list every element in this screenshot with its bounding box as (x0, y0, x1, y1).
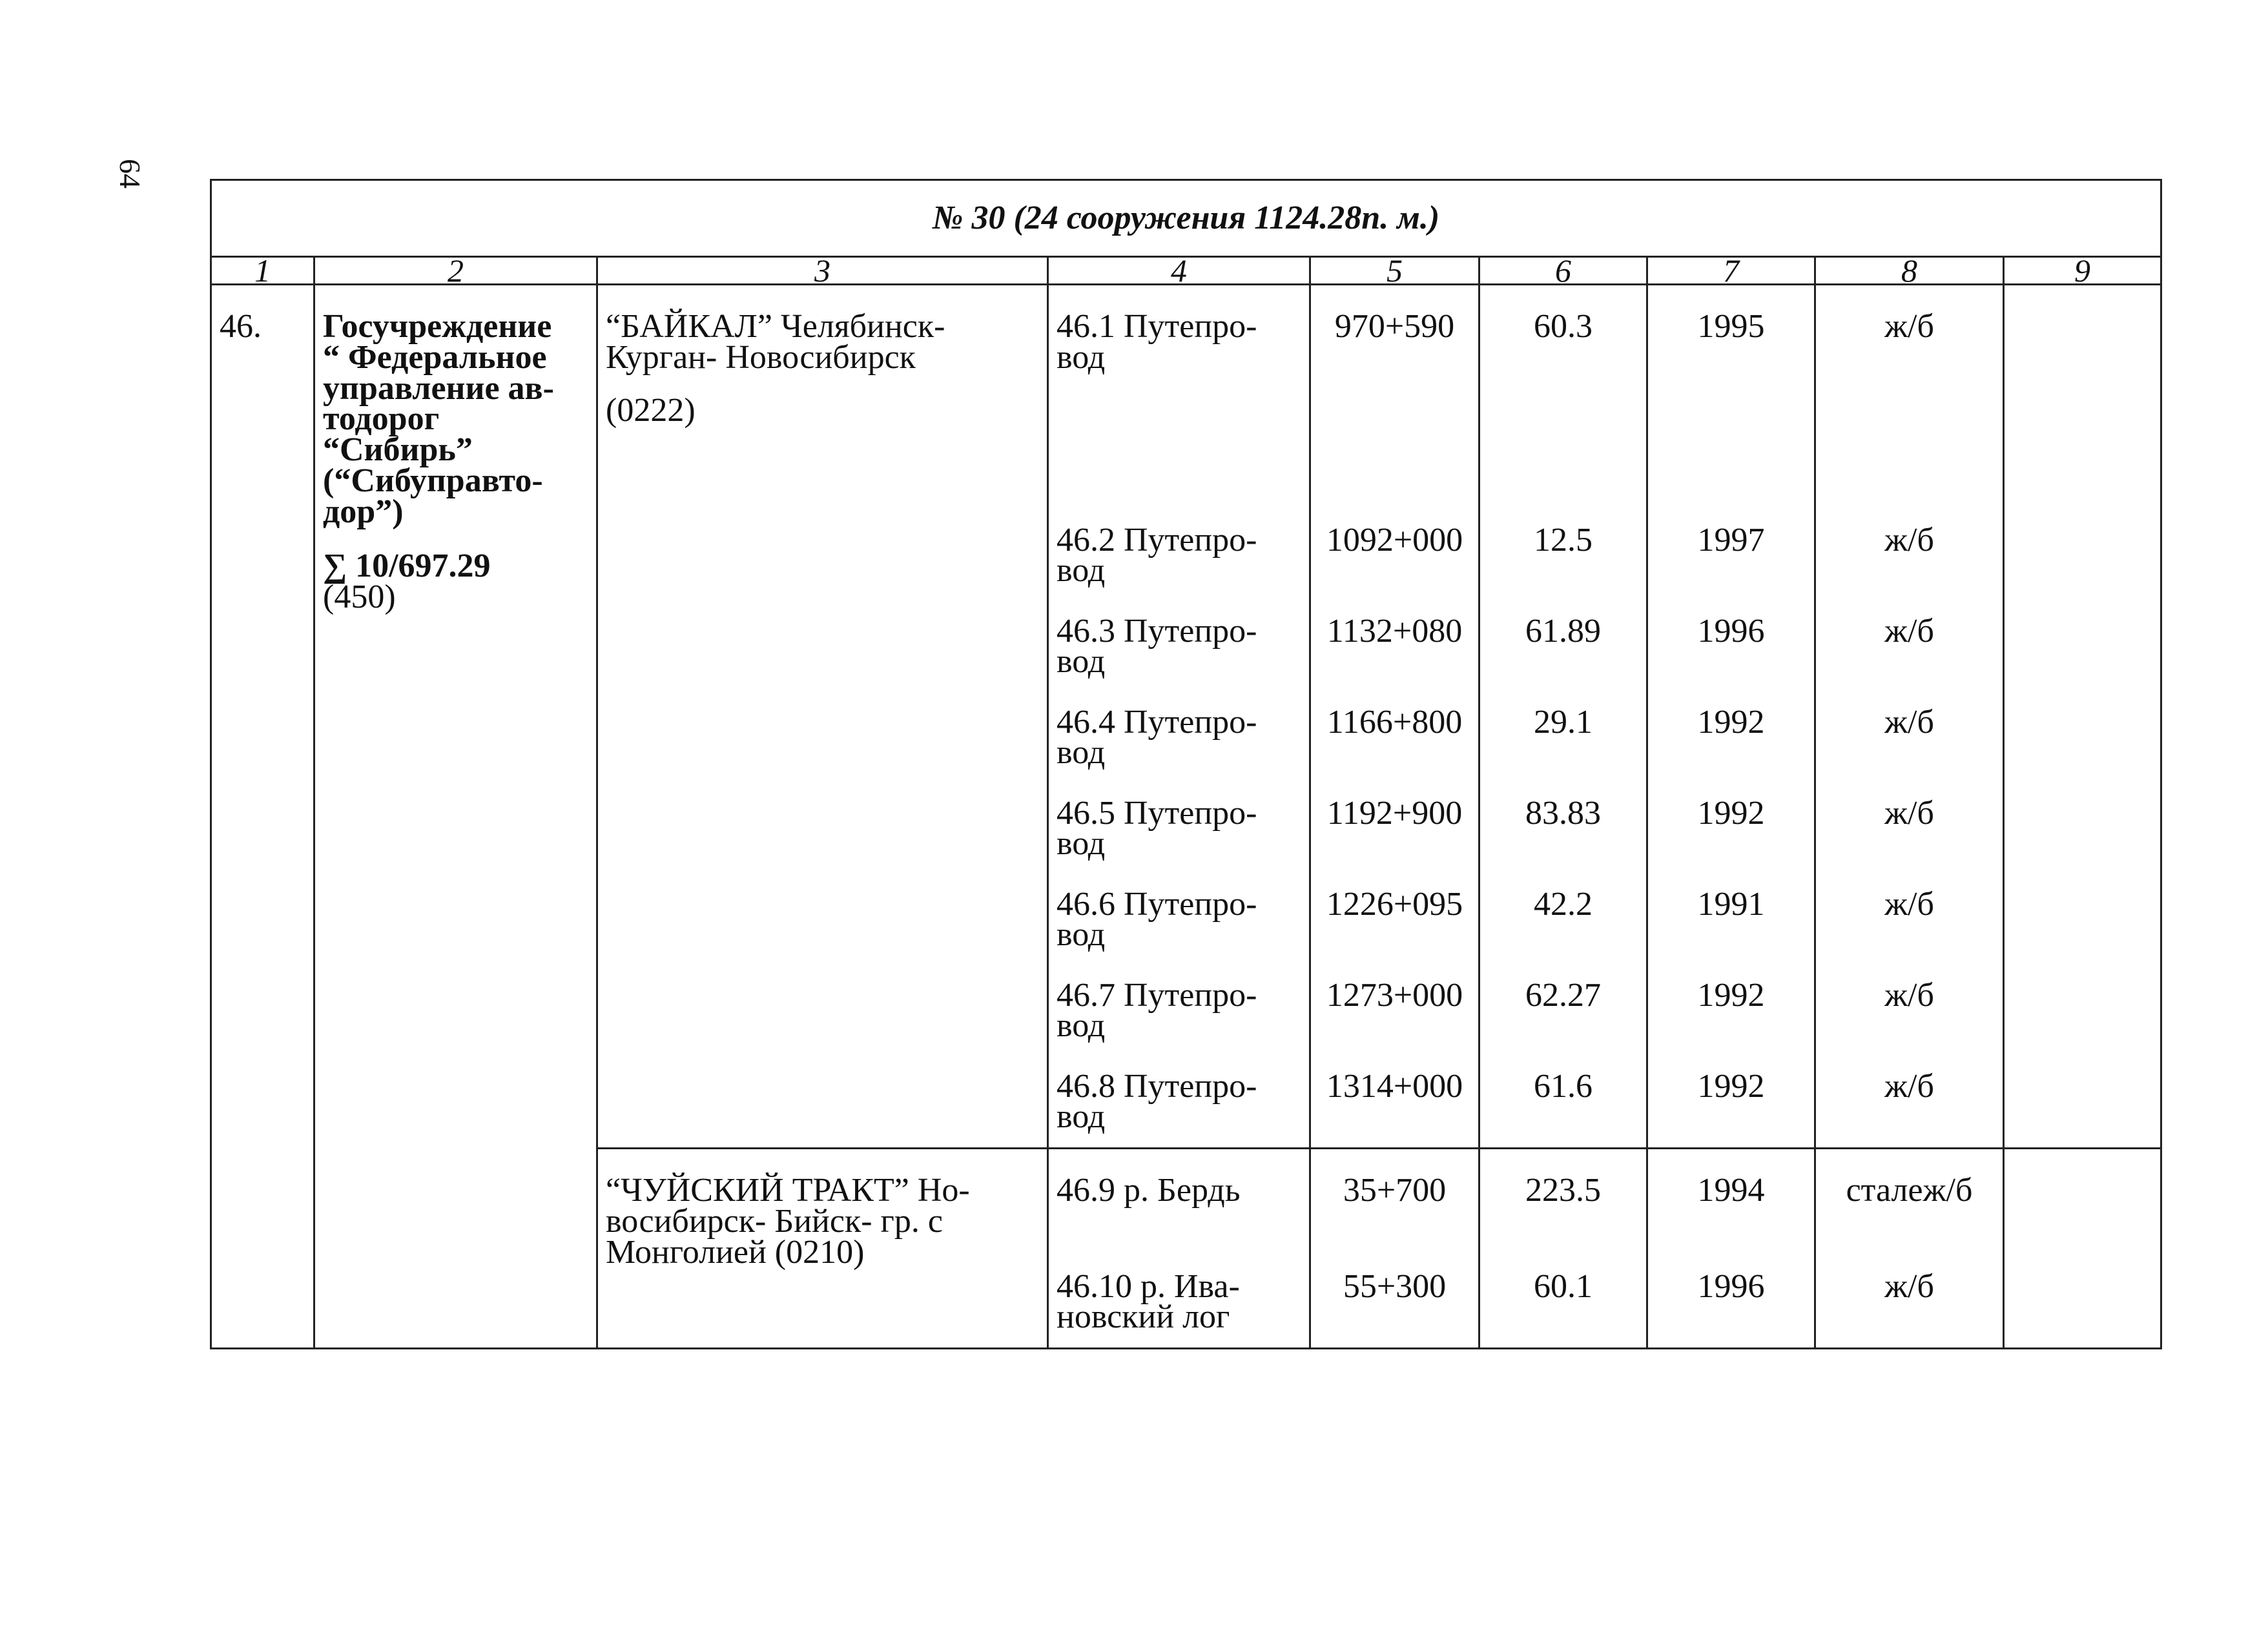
length-cell: 60.1 (1479, 1271, 1647, 1349)
length-cell: 29.1 (1479, 707, 1647, 798)
km-cell: 1226+095 (1310, 889, 1479, 980)
structure-name: 46.1 Путепро- (1057, 308, 1257, 345)
year-cell: 1992 (1647, 1071, 1815, 1149)
road-name-line: “ЧУЙСКИЙ ТРАКТ” Но- (606, 1172, 970, 1209)
empty-cell (2004, 285, 2161, 525)
material-cell: ж/б (1815, 889, 2004, 980)
org-line: (“Сибуправто- (323, 462, 543, 500)
material-cell: ж/б (1815, 1071, 2004, 1149)
structure-name: 46.10 р. Ива- (1057, 1267, 1240, 1305)
col-header: 8 (1815, 257, 2004, 285)
empty-cell (2004, 889, 2161, 980)
structure-name-cell (1048, 285, 1310, 525)
length-cell: 61.6 (1479, 1071, 1647, 1149)
col-header: 4 (1048, 257, 1310, 285)
km-cell: 1092+000 (1310, 525, 1479, 616)
structure-name: 46.5 Путепро- (1057, 794, 1257, 832)
length-cell: 61.89 (1479, 616, 1647, 707)
organization-cell (314, 285, 597, 1349)
org-line: управление ав- (323, 369, 554, 407)
km-cell: 1166+800 (1310, 707, 1479, 798)
col-header: 7 (1647, 257, 1815, 285)
structure-name-cell (1048, 1067, 1310, 1149)
structure-name-cont: вод (1057, 552, 1106, 589)
year-cell: 1994 (1647, 1149, 1815, 1271)
length-cell: 223.5 (1479, 1149, 1647, 1271)
org-line: тодорог (323, 400, 440, 438)
org-line: Госучреждение (323, 308, 552, 345)
structure-name-cell (1048, 703, 1310, 798)
sum-total: ∑ 10/697.29 (323, 547, 491, 584)
year-cell: 1991 (1647, 889, 1815, 980)
year-cell: 1992 (1647, 980, 1815, 1071)
material-cell: ж/б (1815, 616, 2004, 707)
material-cell: ж/б (1815, 1271, 2004, 1349)
material-cell: ж/б (1815, 525, 2004, 616)
structure-name-cell (1048, 1267, 1310, 1349)
empty-cell (2004, 1149, 2161, 1271)
road-name-line: “БАЙКАЛ” Челябинск- (606, 308, 945, 345)
material-cell: ж/б (1815, 707, 2004, 798)
structure-name-cell (1048, 1149, 1310, 1271)
material-cell: ж/б (1815, 798, 2004, 889)
road-code: (0222) (606, 391, 696, 429)
empty-cell (2004, 1271, 2161, 1349)
material-cell: ж/б (1815, 285, 2004, 525)
km-cell: 1273+000 (1310, 980, 1479, 1071)
year-cell: 1996 (1647, 1271, 1815, 1349)
structure-name-cell (1048, 885, 1310, 980)
structure-name-cont: вод (1057, 643, 1106, 681)
empty-cell (2004, 798, 2161, 889)
year-cell: 1992 (1647, 798, 1815, 889)
km-cell: 55+300 (1310, 1271, 1479, 1349)
structure-name: 46.9 р. Бердь (1057, 1172, 1241, 1209)
structure-name-cont: вод (1057, 734, 1106, 772)
column-number-row (211, 257, 2161, 285)
org-line: “ Федеральное (323, 338, 547, 376)
km-cell: 970+590 (1310, 285, 1479, 525)
structure-name: 46.2 Путепро- (1057, 521, 1257, 558)
km-cell: 1192+900 (1310, 798, 1479, 889)
structure-name: 46.7 Путепро- (1057, 976, 1257, 1014)
road-name-line: Курган- Новосибирск (606, 338, 916, 376)
km-cell: 35+700 (1310, 1149, 1479, 1271)
structure-name-cont: новский лог (1057, 1298, 1230, 1336)
year-cell: 1996 (1647, 616, 1815, 707)
structure-name-cell (1048, 521, 1310, 616)
empty-cell (2004, 616, 2161, 707)
col-header: 3 (597, 257, 1048, 285)
structure-name: 46.8 Путепро- (1057, 1067, 1257, 1105)
structure-name-cell (1048, 976, 1310, 1071)
col-header: 1 (211, 257, 314, 285)
road-name-line: восибирск- Бийск- гр. с (606, 1202, 943, 1240)
empty-cell (2004, 707, 2161, 798)
road-name-line: Монголией (0210) (606, 1233, 865, 1271)
length-cell: 60.3 (1479, 285, 1647, 525)
page-number: 64 (114, 159, 147, 189)
structure-name-cont: вод (1057, 916, 1106, 954)
empty-cell (2004, 980, 2161, 1071)
year-cell: 1995 (1647, 285, 1815, 525)
table-title: № 30 (24 сооружения 1124.28п. м.) (211, 180, 2161, 257)
km-cell: 1314+000 (1310, 1071, 1479, 1149)
structure-name: 46.3 Путепро- (1057, 612, 1257, 650)
empty-cell (2004, 525, 2161, 616)
structure-name-cont: вод (1057, 338, 1106, 376)
km-cell: 1132+080 (1310, 616, 1479, 707)
material-cell: ж/б (1815, 980, 2004, 1071)
year-cell: 1992 (1647, 707, 1815, 798)
entry-number: 46. (211, 285, 314, 1349)
structures-table (210, 179, 2162, 1349)
material-cell: сталеж/б (1815, 1149, 2004, 1271)
sum-sub: (450) (323, 578, 396, 615)
table-row (211, 285, 2161, 525)
road-cell (597, 1149, 1048, 1349)
structure-name: 46.6 Путепро- (1057, 885, 1257, 923)
org-line: “Сибирь” (323, 431, 473, 469)
col-header: 9 (2004, 257, 2161, 285)
structure-name-cont: вод (1057, 1098, 1106, 1136)
col-header: 2 (314, 257, 597, 285)
length-cell: 12.5 (1479, 525, 1647, 616)
road-cell (597, 285, 1048, 1149)
length-cell: 83.83 (1479, 798, 1647, 889)
structure-name-cell (1048, 794, 1310, 889)
length-cell: 42.2 (1479, 889, 1647, 980)
structure-name-cont: вод (1057, 1007, 1106, 1045)
year-cell: 1997 (1647, 525, 1815, 616)
col-header: 6 (1479, 257, 1647, 285)
structure-name: 46.4 Путепро- (1057, 703, 1257, 741)
empty-cell (2004, 1071, 2161, 1149)
col-header: 5 (1310, 257, 1479, 285)
structure-name-cont: вод (1057, 825, 1106, 863)
org-line: дор”) (323, 493, 404, 530)
structure-name-cell (1048, 612, 1310, 707)
length-cell: 62.27 (1479, 980, 1647, 1071)
